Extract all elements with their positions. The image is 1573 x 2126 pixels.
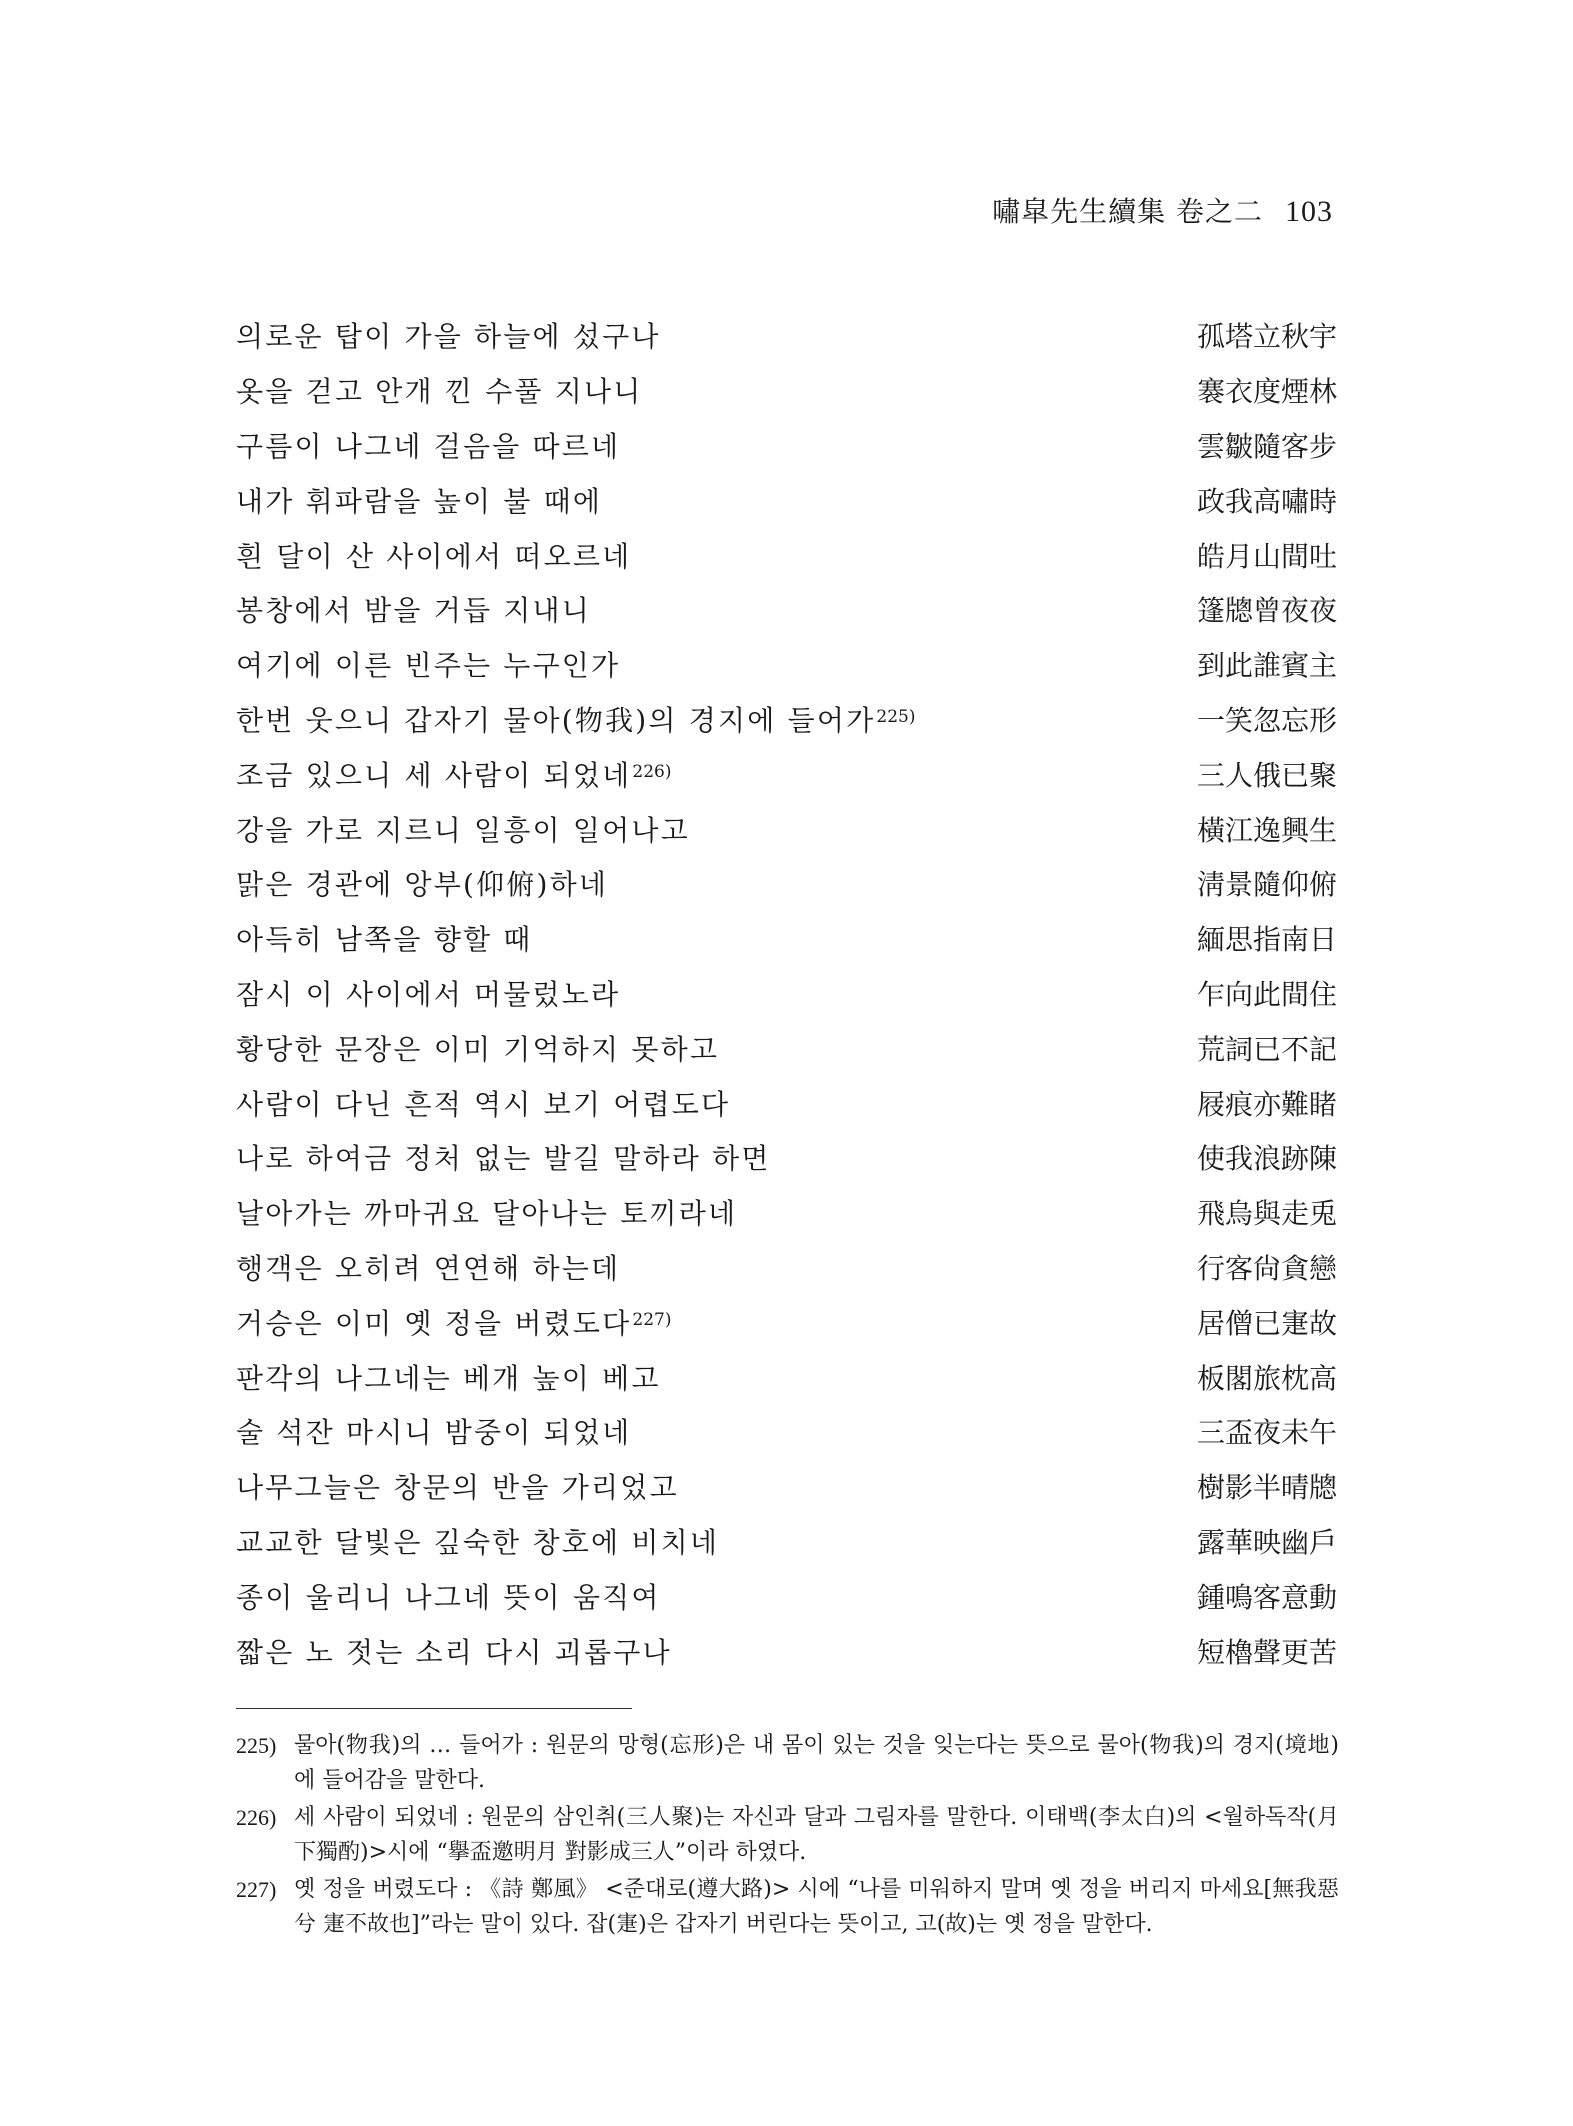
poem-translation	[236, 308, 1337, 1678]
poem-line	[236, 1623, 1337, 1678]
poem-line	[236, 527, 1337, 582]
hanja-line: 露華映幽戶	[1196, 1525, 1337, 1559]
poem-line	[236, 472, 1337, 527]
korean-text: 조금 있으니 세 사람이 되었네	[236, 758, 632, 792]
hanja-line: 乍向此間住	[1196, 977, 1337, 1011]
korean-line	[236, 1576, 661, 1616]
korean-line	[236, 1247, 620, 1287]
hanja-line: 短櫓聲更苦	[1196, 1635, 1337, 1669]
korean-line	[236, 1028, 719, 1068]
korean-text: 맑은 경관에 앙부(仰俯)하네	[236, 868, 609, 902]
korean-text: 봉창에서 밤을 거듭 지내니	[236, 594, 592, 628]
footnote	[236, 1800, 1339, 1870]
korean-line	[236, 1083, 730, 1123]
korean-text: 술 석잔 마시니 밤중이 되었네	[236, 1416, 632, 1450]
hanja-line: 緬思指南日	[1196, 923, 1337, 957]
korean-text: 짧은 노 젓는 소리 다시 괴롭구나	[236, 1635, 672, 1669]
hanja-line: 皓月山間吐	[1196, 539, 1337, 573]
hanja-line: 一笑忽忘形	[1196, 703, 1337, 737]
korean-text: 나무그늘은 창문의 반을 가리었고	[236, 1471, 679, 1505]
poem-line	[236, 692, 1337, 747]
footnote-ref[interactable]: 225)	[876, 706, 916, 727]
poem-line	[236, 746, 1337, 801]
hanja-line: 使我浪跡陳	[1196, 1142, 1337, 1176]
korean-text: 내가 휘파람을 높이 불 때에	[236, 484, 603, 518]
korean-text: 날아가는 까마귀요 달아나는 토끼라네	[236, 1197, 738, 1231]
korean-line	[236, 1411, 631, 1451]
footnote	[236, 1872, 1339, 1942]
page-number: 103	[1285, 195, 1333, 228]
hanja-line: 荒詞已不記	[1196, 1032, 1337, 1066]
hanja-line: 孤塔立秋宇	[1196, 320, 1337, 354]
poem-line	[236, 1130, 1337, 1185]
hanja-line: 鍾鳴客意動	[1196, 1580, 1337, 1614]
header-title: 嘯皐先生續集 卷之二	[992, 195, 1263, 228]
hanja-line: 三盃夜未午	[1196, 1416, 1337, 1450]
poem-line	[236, 1294, 1337, 1349]
poem-line	[236, 308, 1337, 363]
korean-text: 나로 하여금 정처 없는 발길 말하라 하면	[236, 1142, 771, 1176]
hanja-line: 屐痕亦難睹	[1196, 1087, 1337, 1121]
hanja-line: 飛烏與走兎	[1196, 1197, 1337, 1231]
hanja-line: 板閣旅枕高	[1196, 1361, 1337, 1395]
hanja-line: 褰衣度煙林	[1196, 375, 1337, 409]
poem-line	[236, 1240, 1337, 1295]
korean-line	[236, 1521, 719, 1561]
korean-line	[236, 1302, 671, 1342]
poem-line	[236, 1349, 1337, 1404]
footnote-text: 옛 정을 버렸도다 : 《詩 鄭風》 <준대로(遵大路)> 시에 “나를 미워하지 말며 옛 정을 버리지 마세요[無我惡兮 寁不故也]”라는 말이 있다. 잡(寁)은 갑자기 버린다는 뜻이고, 고(故)는 옛 정을 말한다.	[294, 1877, 1339, 1937]
footnotes	[236, 1728, 1339, 1944]
hanja-line: 雲皺隨客步	[1196, 429, 1337, 463]
korean-text: 여기에 이른 빈주는 누구인가	[236, 649, 621, 683]
korean-text: 사람이 다닌 흔적 역시 보기 어렵도다	[236, 1087, 731, 1121]
korean-text: 거승은 이미 옛 정을 버렸도다	[236, 1306, 632, 1340]
korean-line	[236, 480, 602, 520]
korean-text: 잠시 이 사이에서 머물렀노라	[236, 977, 621, 1011]
korean-text: 흰 달이 산 사이에서 떠오르네	[236, 539, 632, 573]
korean-line	[236, 589, 591, 629]
poem-line	[236, 1185, 1337, 1240]
korean-line	[236, 1137, 771, 1177]
korean-text: 행객은 오히려 연연해 하는데	[236, 1251, 621, 1285]
hanja-line: 到此誰賓主	[1196, 649, 1337, 683]
hanja-line: 篷牕曾夜夜	[1196, 594, 1337, 628]
hanja-line: 橫江逸興生	[1196, 813, 1337, 847]
footnote-text: 물아(物我)의 … 들어가 : 원문의 망형(忘形)은 내 몸이 있는 것을 잊는다는 뜻으로 물아(物我)의 경지(境地)에 들어감을 말한다.	[294, 1733, 1339, 1793]
korean-text: 황당한 문장은 이미 기억하지 못하고	[236, 1032, 720, 1066]
korean-line	[236, 370, 642, 410]
poem-line	[236, 966, 1337, 1021]
footnote-text: 세 사람이 되었네 : 원문의 삼인취(三人聚)는 자신과 달과 그림자를 말한다. 이태백(李太白)의 <월하독작(月下獨酌)>시에 “擧盃邀明月 對影成三人”이라 하였다.	[294, 1805, 1339, 1865]
korean-line	[236, 425, 620, 465]
korean-line	[236, 1631, 672, 1671]
korean-line	[236, 644, 620, 684]
hanja-line: 行客尙貪戀	[1196, 1251, 1337, 1285]
poem-line	[236, 363, 1337, 418]
footnote-number: 226)	[236, 1805, 277, 1830]
korean-line	[236, 863, 608, 903]
footnote-ref[interactable]: 227)	[632, 1309, 672, 1330]
korean-line	[236, 699, 915, 739]
footnote	[236, 1728, 1339, 1798]
korean-line	[236, 315, 661, 355]
footnote-divider	[236, 1708, 632, 1709]
poem-line	[236, 856, 1337, 911]
korean-text: 종이 울리니 나그네 뜻이 움직여	[236, 1580, 661, 1614]
korean-text: 교교한 달빛은 깊숙한 창호에 비치네	[236, 1525, 720, 1559]
poem-line	[236, 1404, 1337, 1459]
korean-line	[236, 754, 671, 794]
footnote-ref[interactable]: 226)	[632, 761, 672, 782]
poem-line	[236, 1020, 1337, 1075]
korean-text: 강을 가로 지르니 일흥이 일어나고	[236, 813, 690, 847]
poem-line	[236, 582, 1337, 637]
korean-text: 판각의 나그네는 베개 높이 베고	[236, 1361, 661, 1395]
poem-line	[236, 1459, 1337, 1514]
hanja-line: 居僧已寁故	[1196, 1306, 1337, 1340]
hanja-line: 三人俄已聚	[1196, 758, 1337, 792]
poem-line	[236, 1514, 1337, 1569]
hanja-line: 淸景隨仰俯	[1196, 868, 1337, 902]
korean-text: 의로운 탑이 가을 하늘에 섰구나	[236, 320, 661, 354]
hanja-line: 政我高嘯時	[1196, 484, 1337, 518]
korean-line	[236, 973, 620, 1013]
poem-line	[236, 911, 1337, 966]
korean-text: 구름이 나그네 걸음을 따르네	[236, 429, 621, 463]
poem-line	[236, 1568, 1337, 1623]
footnote-number: 225)	[236, 1733, 277, 1758]
korean-line	[236, 535, 631, 575]
korean-line	[236, 809, 690, 849]
running-header	[992, 190, 1333, 230]
hanja-line: 樹影半晴牕	[1196, 1471, 1337, 1505]
korean-line	[236, 918, 533, 958]
korean-line	[236, 1466, 679, 1506]
korean-line	[236, 1357, 661, 1397]
korean-line	[236, 1192, 737, 1232]
poem-line	[236, 1075, 1337, 1130]
poem-line	[236, 637, 1337, 692]
korean-text: 아득히 남쪽을 향할 때	[236, 923, 533, 957]
korean-text: 한번 웃으니 갑자기 물아(物我)의 경지에 들어가	[236, 703, 876, 737]
poem-line	[236, 418, 1337, 473]
footnote-number: 227)	[236, 1877, 277, 1902]
poem-line	[236, 801, 1337, 856]
korean-text: 옷을 걷고 안개 낀 수풀 지나니	[236, 375, 643, 409]
